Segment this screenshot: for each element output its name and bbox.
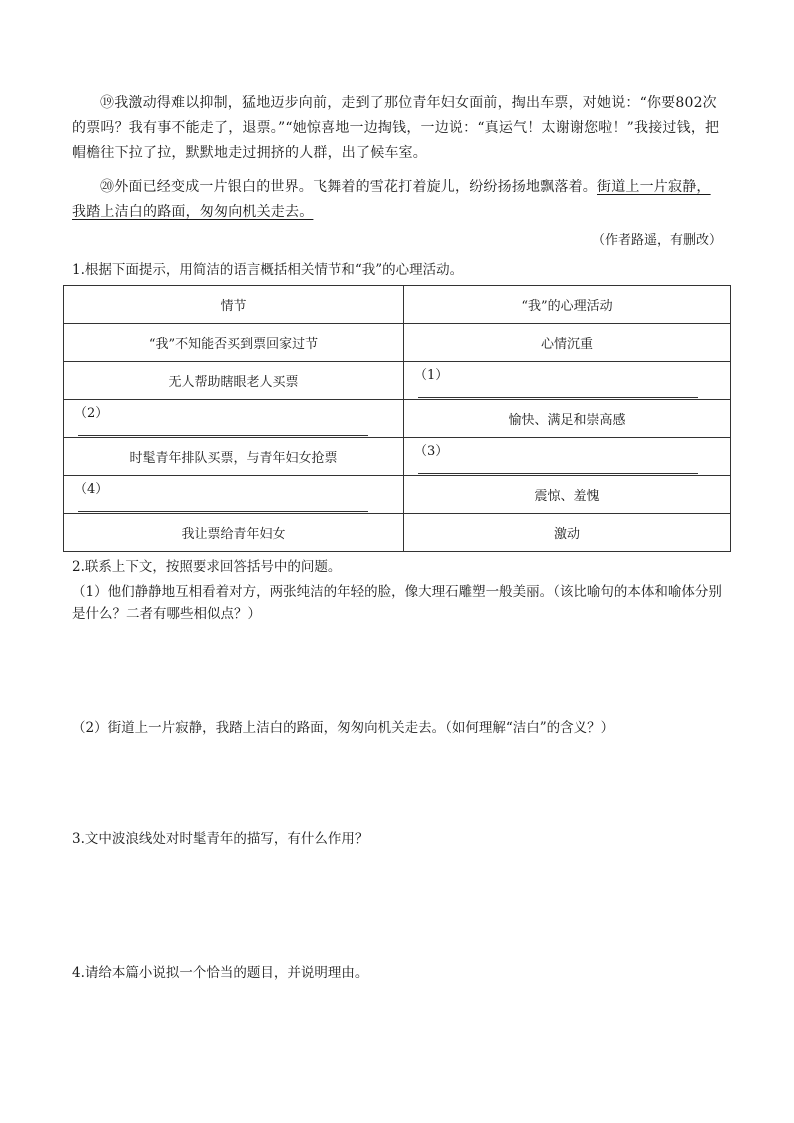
answer-line[interactable] bbox=[78, 497, 368, 512]
blank-label: （3） bbox=[414, 443, 449, 459]
answer-blank-1[interactable] bbox=[404, 362, 731, 400]
question-2: 2.联系上下文，按照要求回答括号中的问题。 bbox=[72, 559, 342, 575]
question-1: 1.根据下面提示，用简洁的语言概括相关情节和“我”的心理活动。 bbox=[72, 262, 464, 278]
answer-blank-2[interactable] bbox=[64, 400, 404, 438]
plot-cell: “我”不知能否买到票回家过节 bbox=[64, 324, 404, 362]
table-row bbox=[64, 324, 731, 362]
answer-line[interactable] bbox=[418, 383, 698, 398]
header-mood: “我”的心理活动 bbox=[404, 286, 731, 324]
table-row bbox=[64, 438, 731, 476]
underlined-sentence: 街道上一片寂静，我踏上洁白的路面，匆匆向机关走去。 bbox=[72, 179, 711, 220]
plot-mood-table bbox=[63, 285, 731, 552]
passage-paragraph-20 bbox=[72, 175, 722, 225]
table-row bbox=[64, 362, 731, 400]
answer-line[interactable] bbox=[418, 459, 698, 474]
blank-label: （2） bbox=[74, 405, 109, 421]
question-2-part-1: （1）他们静静地互相看着对方，两张纯洁的年轻的脸，像大理石雕塑一般美丽。（该比喻句的本体和喻体分别是什么？二者有哪些相似点？） bbox=[72, 584, 722, 622]
blank-label: （4） bbox=[74, 481, 109, 497]
table-header-row bbox=[64, 286, 731, 324]
mood-cell: 愉快、满足和崇高感 bbox=[404, 400, 731, 438]
blank-label: （1） bbox=[414, 367, 449, 383]
header-plot: 情节 bbox=[64, 286, 404, 324]
answer-line[interactable] bbox=[78, 421, 368, 436]
question-3: 3.文中波浪线处对时髦青年的描写，有什么作用？ bbox=[72, 831, 369, 847]
answer-blank-3[interactable] bbox=[404, 438, 731, 476]
passage-paragraph-19: ⑲我激动得难以抑制，猛地迈步向前，走到了那位青年妇女面前，掏出车票，对她说：“你要802次的票吗？我有事不能走了，退票。”“她惊喜地一边掏钱，一边说：“真运气！太谢谢您啦！”我接过钱，把帽檐往下拉了拉，默默地走过拥挤的人群，出了候车室。 bbox=[72, 95, 720, 161]
paragraph-20-text: ⑳外面已经变成一片银白的世界。飞舞着的雪花打着旋儿，纷纷扬扬地飘落着。 bbox=[100, 179, 597, 195]
source-note: （作者路遥，有删改） bbox=[591, 233, 722, 248]
answer-blank-4[interactable] bbox=[64, 476, 404, 514]
plot-cell: 我让票给青年妇女 bbox=[64, 514, 404, 552]
question-2-part-2: （2）街道上一片寂静，我踏上洁白的路面，匆匆向机关走去。（如何理解“洁白”的含义？） bbox=[72, 720, 615, 736]
plot-cell: 无人帮助瞎眼老人买票 bbox=[64, 362, 404, 400]
question-4: 4.请给本篇小说拟一个恰当的题目，并说明理由。 bbox=[72, 965, 369, 981]
mood-cell: 激动 bbox=[404, 514, 731, 552]
plot-cell: 时髦青年排队买票，与青年妇女抢票 bbox=[64, 438, 404, 476]
table-row bbox=[64, 514, 731, 552]
mood-cell: 震惊、羞愧 bbox=[404, 476, 731, 514]
table-row bbox=[64, 476, 731, 514]
mood-cell: 心情沉重 bbox=[404, 324, 731, 362]
table-row bbox=[64, 400, 731, 438]
